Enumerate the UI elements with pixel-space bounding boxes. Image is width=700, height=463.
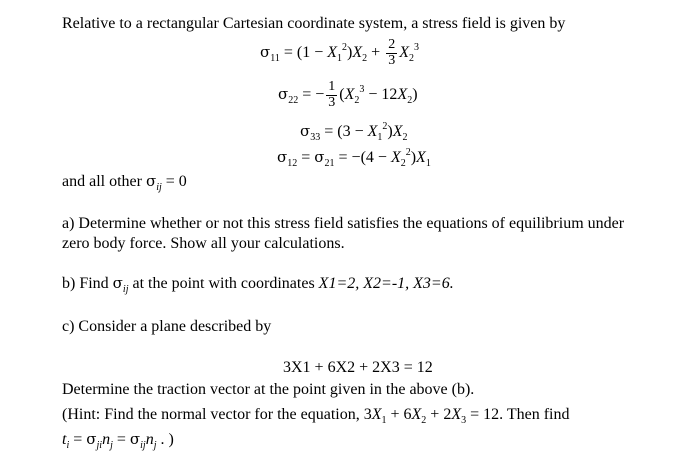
part-a-line1: a) Determine whether or not this stress field satisfies the equations of equilibrium under (62, 215, 625, 232)
part-b: b) Find $\sigma_{ij}$ at the point with coordinates X1=2, X2=-1, X3=6. (62, 274, 454, 295)
part-c-line1: c) Consider a plane described by (62, 318, 272, 335)
part-c-line2: Determine the traction vector at the point given in the above (b). (62, 381, 475, 398)
part-c-hint: (Hint: Find the normal vector for the equation, $3X_1 + 6X_2 + 2X_3 = 12$. Then find (62, 406, 570, 426)
plane-equation: 3X1 + 6X2 + 2X3 = 12 (283, 359, 433, 376)
traction-formula: $t_i = \sigma_{ji}n_j = \sigma_{ij}n_j$ . ) (62, 430, 174, 451)
equation-sigma11: $\sigma_{11} = (1 - X_1^2)X_2$ + $\frac{2}{3}$ $X_2^3$ (260, 37, 419, 68)
part-a-line2: zero body force. Show all your calculations. (62, 235, 345, 252)
equation-sigma12: $\sigma_{12} = \sigma_{21} = -(4 - X_2^2)X_1$ (277, 147, 431, 169)
equation-sigma33: $\sigma_{33} = (3 - X_1^2)X_2$ (300, 121, 408, 143)
intro-text: Relative to a rectangular Cartesian coordinate system, a stress field is given by (62, 15, 566, 32)
equation-sigma22: $\sigma_{22}$ = − $\frac{1}{3}$ $(X_2^3 - 12X_2)$ (278, 79, 418, 110)
other-components-zero: and all other $\sigma_{ij} = 0$ (62, 172, 187, 193)
